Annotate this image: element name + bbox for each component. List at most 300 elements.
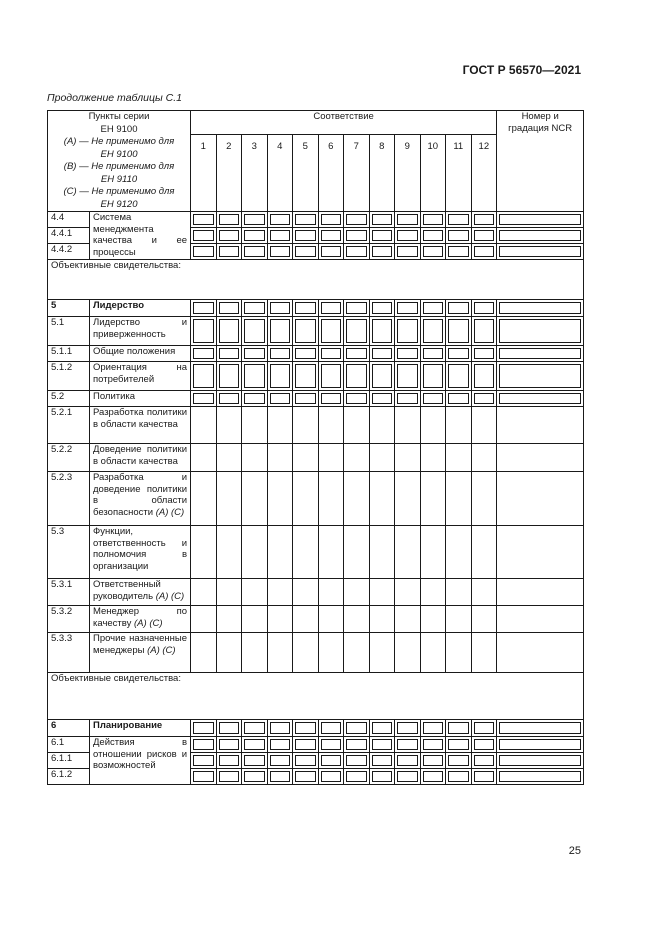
compliance-cell[interactable] bbox=[471, 212, 497, 228]
compliance-cell[interactable] bbox=[293, 244, 319, 260]
compliance-cell[interactable] bbox=[318, 212, 344, 228]
clause-title bbox=[90, 579, 191, 606]
clause-title bbox=[90, 526, 191, 579]
compliance-cell[interactable] bbox=[318, 579, 344, 606]
compliance-cell[interactable] bbox=[293, 346, 319, 362]
ncr-cell[interactable] bbox=[497, 720, 584, 737]
compliance-cell[interactable] bbox=[191, 472, 217, 526]
clause-title-text: Политика bbox=[93, 391, 136, 402]
compliance-cell[interactable] bbox=[267, 720, 293, 737]
compliance-cell[interactable] bbox=[318, 346, 344, 362]
compliance-cell[interactable] bbox=[242, 300, 268, 317]
compliance-cell[interactable] bbox=[395, 391, 421, 407]
clause-title bbox=[90, 472, 191, 526]
ncr-cell[interactable] bbox=[497, 407, 584, 444]
compliance-cell[interactable] bbox=[267, 317, 293, 346]
header-num: 10 bbox=[420, 134, 446, 211]
header-clauses bbox=[48, 111, 191, 212]
compliance-cell[interactable] bbox=[395, 346, 421, 362]
compliance-cell[interactable] bbox=[293, 606, 319, 633]
compliance-cell[interactable] bbox=[369, 753, 395, 769]
compliance-cell[interactable] bbox=[242, 633, 268, 673]
compliance-cell[interactable] bbox=[267, 228, 293, 244]
compliance-cell[interactable] bbox=[216, 317, 242, 346]
compliance-cell[interactable] bbox=[369, 633, 395, 673]
compliance-cell[interactable] bbox=[395, 472, 421, 526]
clause-title-text: Разработка и доведение политики в области безопасности bbox=[93, 472, 188, 518]
compliance-cell[interactable] bbox=[395, 720, 421, 737]
ncr-cell[interactable] bbox=[497, 606, 584, 633]
compliance-cell[interactable] bbox=[446, 633, 472, 673]
clause-title bbox=[90, 346, 191, 362]
compliance-cell[interactable] bbox=[216, 769, 242, 785]
compliance-cell[interactable] bbox=[216, 346, 242, 362]
compliance-cell[interactable] bbox=[267, 407, 293, 444]
compliance-cell[interactable] bbox=[395, 444, 421, 472]
clause-title bbox=[90, 407, 191, 444]
compliance-cell[interactable] bbox=[471, 753, 497, 769]
ncr-cell[interactable] bbox=[497, 633, 584, 673]
compliance-cell[interactable] bbox=[242, 753, 268, 769]
compliance-cell[interactable] bbox=[420, 579, 446, 606]
compliance-cell[interactable] bbox=[344, 317, 370, 346]
clause-title bbox=[90, 444, 191, 472]
compliance-cell[interactable] bbox=[216, 244, 242, 260]
compliance-cell[interactable] bbox=[369, 300, 395, 317]
compliance-cell[interactable] bbox=[191, 633, 217, 673]
compliance-cell[interactable] bbox=[293, 444, 319, 472]
compliance-cell[interactable] bbox=[344, 346, 370, 362]
compliance-cell[interactable] bbox=[420, 228, 446, 244]
compliance-cell[interactable] bbox=[471, 228, 497, 244]
compliance-cell[interactable] bbox=[318, 737, 344, 753]
compliance-cell[interactable] bbox=[446, 212, 472, 228]
compliance-cell[interactable] bbox=[267, 212, 293, 228]
compliance-cell[interactable] bbox=[344, 737, 370, 753]
compliance-cell[interactable] bbox=[344, 769, 370, 785]
compliance-cell[interactable] bbox=[446, 606, 472, 633]
header-num: 12 bbox=[471, 134, 497, 211]
compliance-cell[interactable] bbox=[344, 212, 370, 228]
compliance-cell[interactable] bbox=[446, 346, 472, 362]
compliance-cell[interactable] bbox=[242, 444, 268, 472]
compliance-cell[interactable] bbox=[420, 633, 446, 673]
evidence-row bbox=[48, 673, 584, 720]
compliance-cell[interactable] bbox=[242, 212, 268, 228]
compliance-cell[interactable] bbox=[191, 753, 217, 769]
compliance-cell[interactable] bbox=[191, 769, 217, 785]
compliance-cell[interactable] bbox=[471, 633, 497, 673]
compliance-cell[interactable] bbox=[191, 391, 217, 407]
clause-code: 6.1.1 bbox=[48, 753, 90, 769]
compliance-cell[interactable] bbox=[446, 769, 472, 785]
clause-title-text: Доведение политики в области качества bbox=[93, 444, 188, 467]
clause-title-text: Общие положения bbox=[93, 346, 176, 357]
compliance-cell[interactable] bbox=[344, 228, 370, 244]
compliance-cell[interactable] bbox=[446, 228, 472, 244]
clause-row bbox=[48, 212, 584, 228]
compliance-cell[interactable] bbox=[242, 391, 268, 407]
compliance-cell[interactable] bbox=[267, 346, 293, 362]
clause-row bbox=[48, 346, 584, 362]
compliance-cell[interactable] bbox=[395, 300, 421, 317]
applicability-note: (A) (C) bbox=[155, 590, 185, 602]
clause-title-text: Прочие назначенные менеджеры bbox=[93, 633, 188, 656]
compliance-cell[interactable] bbox=[395, 579, 421, 606]
header-line: ЕН 9120 bbox=[100, 198, 138, 210]
ncr-cell[interactable] bbox=[497, 391, 584, 407]
compliance-cell[interactable] bbox=[191, 362, 217, 391]
compliance-cell[interactable] bbox=[318, 391, 344, 407]
compliance-cell[interactable] bbox=[318, 244, 344, 260]
compliance-cell[interactable] bbox=[191, 212, 217, 228]
ncr-cell[interactable] bbox=[497, 579, 584, 606]
compliance-cell[interactable] bbox=[395, 212, 421, 228]
compliance-cell[interactable] bbox=[216, 407, 242, 444]
compliance-cell[interactable] bbox=[293, 753, 319, 769]
compliance-cell[interactable] bbox=[471, 606, 497, 633]
compliance-cell[interactable] bbox=[395, 526, 421, 579]
ncr-cell[interactable] bbox=[497, 317, 584, 346]
compliance-cell[interactable] bbox=[318, 300, 344, 317]
compliance-cell[interactable] bbox=[471, 317, 497, 346]
compliance-cell[interactable] bbox=[395, 633, 421, 673]
compliance-cell[interactable] bbox=[446, 444, 472, 472]
compliance-cell[interactable] bbox=[216, 212, 242, 228]
compliance-cell[interactable] bbox=[420, 300, 446, 317]
compliance-cell[interactable] bbox=[191, 737, 217, 753]
compliance-cell[interactable] bbox=[344, 244, 370, 260]
compliance-cell[interactable] bbox=[293, 633, 319, 673]
compliance-cell[interactable] bbox=[420, 391, 446, 407]
compliance-cell[interactable] bbox=[267, 444, 293, 472]
compliance-cell[interactable] bbox=[471, 737, 497, 753]
clause-row bbox=[48, 633, 584, 673]
compliance-cell[interactable] bbox=[293, 391, 319, 407]
compliance-cell[interactable] bbox=[420, 606, 446, 633]
compliance-cell[interactable] bbox=[420, 769, 446, 785]
compliance-cell[interactable] bbox=[471, 526, 497, 579]
compliance-cell[interactable] bbox=[216, 753, 242, 769]
compliance-cell[interactable] bbox=[420, 472, 446, 526]
compliance-cell[interactable] bbox=[369, 362, 395, 391]
compliance-cell[interactable] bbox=[420, 737, 446, 753]
compliance-cell[interactable] bbox=[344, 753, 370, 769]
compliance-cell[interactable] bbox=[344, 606, 370, 633]
ncr-cell[interactable] bbox=[497, 769, 584, 785]
compliance-cell[interactable] bbox=[293, 720, 319, 737]
clause-code: 6.1.2 bbox=[48, 769, 90, 785]
compliance-cell[interactable] bbox=[369, 244, 395, 260]
ncr-cell[interactable] bbox=[497, 362, 584, 391]
compliance-cell[interactable] bbox=[267, 300, 293, 317]
compliance-cell[interactable] bbox=[471, 244, 497, 260]
compliance-cell[interactable] bbox=[395, 753, 421, 769]
compliance-cell[interactable] bbox=[267, 244, 293, 260]
compliance-cell[interactable] bbox=[369, 606, 395, 633]
compliance-cell[interactable] bbox=[318, 407, 344, 444]
clause-code: 5.2 bbox=[48, 391, 90, 407]
compliance-cell[interactable] bbox=[446, 317, 472, 346]
compliance-cell[interactable] bbox=[369, 228, 395, 244]
compliance-cell[interactable] bbox=[318, 444, 344, 472]
compliance-cell[interactable] bbox=[344, 362, 370, 391]
compliance-cell[interactable] bbox=[344, 720, 370, 737]
compliance-cell[interactable] bbox=[318, 362, 344, 391]
compliance-cell[interactable] bbox=[191, 606, 217, 633]
compliance-cell[interactable] bbox=[420, 526, 446, 579]
compliance-cell[interactable] bbox=[369, 212, 395, 228]
compliance-cell[interactable] bbox=[293, 407, 319, 444]
compliance-cell[interactable] bbox=[216, 526, 242, 579]
clause-title bbox=[90, 633, 191, 673]
compliance-cell[interactable] bbox=[344, 633, 370, 673]
clause-row bbox=[48, 362, 584, 391]
compliance-cell[interactable] bbox=[369, 391, 395, 407]
compliance-cell[interactable] bbox=[471, 391, 497, 407]
clause-row bbox=[48, 444, 584, 472]
compliance-cell[interactable] bbox=[369, 317, 395, 346]
compliance-cell[interactable] bbox=[395, 362, 421, 391]
compliance-cell[interactable] bbox=[446, 300, 472, 317]
compliance-cell[interactable] bbox=[446, 753, 472, 769]
compliance-cell[interactable] bbox=[293, 526, 319, 579]
clause-code: 6.1 bbox=[48, 737, 90, 753]
header-line: (C) — Не применимо для bbox=[63, 186, 175, 197]
compliance-cell[interactable] bbox=[471, 769, 497, 785]
compliance-cell[interactable] bbox=[293, 228, 319, 244]
compliance-cell[interactable] bbox=[369, 579, 395, 606]
ncr-cell[interactable] bbox=[497, 444, 584, 472]
compliance-cell[interactable] bbox=[293, 212, 319, 228]
compliance-cell[interactable] bbox=[318, 633, 344, 673]
compliance-cell[interactable] bbox=[191, 579, 217, 606]
compliance-cell[interactable] bbox=[242, 737, 268, 753]
compliance-cell[interactable] bbox=[267, 769, 293, 785]
ncr-cell[interactable] bbox=[497, 737, 584, 753]
compliance-cell[interactable] bbox=[395, 769, 421, 785]
compliance-cell[interactable] bbox=[318, 526, 344, 579]
ncr-cell[interactable] bbox=[497, 212, 584, 228]
ncr-cell[interactable] bbox=[497, 244, 584, 260]
header-num: 3 bbox=[242, 134, 268, 211]
compliance-cell[interactable] bbox=[446, 362, 472, 391]
compliance-cell[interactable] bbox=[369, 472, 395, 526]
applicability-note: (A) (C) bbox=[134, 617, 163, 629]
compliance-cell[interactable] bbox=[242, 579, 268, 606]
compliance-cell[interactable] bbox=[318, 720, 344, 737]
compliance-cell[interactable] bbox=[242, 769, 268, 785]
compliance-cell[interactable] bbox=[446, 407, 472, 444]
header-num: 5 bbox=[293, 134, 319, 211]
clause-code: 6 bbox=[48, 720, 90, 737]
compliance-cell[interactable] bbox=[216, 228, 242, 244]
compliance-cell[interactable] bbox=[395, 228, 421, 244]
compliance-cell[interactable] bbox=[267, 526, 293, 579]
compliance-cell[interactable] bbox=[344, 472, 370, 526]
compliance-cell[interactable] bbox=[420, 407, 446, 444]
compliance-cell[interactable] bbox=[267, 633, 293, 673]
compliance-cell[interactable] bbox=[318, 228, 344, 244]
compliance-cell[interactable] bbox=[420, 720, 446, 737]
compliance-cell[interactable] bbox=[446, 526, 472, 579]
compliance-cell[interactable] bbox=[267, 606, 293, 633]
header-num: 9 bbox=[395, 134, 421, 211]
ncr-cell[interactable] bbox=[497, 753, 584, 769]
compliance-cell[interactable] bbox=[216, 737, 242, 753]
compliance-cell[interactable] bbox=[293, 317, 319, 346]
clause-row bbox=[48, 300, 584, 317]
clause-code: 4.4.1 bbox=[48, 228, 90, 244]
compliance-cell[interactable] bbox=[293, 579, 319, 606]
clause-code: 5.1 bbox=[48, 317, 90, 346]
compliance-cell[interactable] bbox=[471, 472, 497, 526]
compliance-cell[interactable] bbox=[191, 407, 217, 444]
compliance-cell[interactable] bbox=[216, 362, 242, 391]
compliance-cell[interactable] bbox=[216, 579, 242, 606]
compliance-cell[interactable] bbox=[191, 526, 217, 579]
applicability-note: (A) (C) bbox=[147, 644, 176, 656]
compliance-cell[interactable] bbox=[293, 362, 319, 391]
compliance-cell[interactable] bbox=[242, 362, 268, 391]
compliance-cell[interactable] bbox=[318, 317, 344, 346]
compliance-cell[interactable] bbox=[471, 579, 497, 606]
compliance-cell[interactable] bbox=[216, 720, 242, 737]
clause-title-text: Действия в отношении рисков и возможностей bbox=[93, 737, 188, 771]
compliance-cell[interactable] bbox=[446, 579, 472, 606]
compliance-cell[interactable] bbox=[369, 407, 395, 444]
compliance-cell[interactable] bbox=[216, 472, 242, 526]
compliance-cell[interactable] bbox=[318, 769, 344, 785]
compliance-cell[interactable] bbox=[446, 391, 472, 407]
clause-title-text: Разработка политики в области качества bbox=[93, 407, 188, 430]
compliance-cell[interactable] bbox=[242, 244, 268, 260]
ncr-cell[interactable] bbox=[497, 228, 584, 244]
compliance-cell[interactable] bbox=[293, 737, 319, 753]
compliance-cell[interactable] bbox=[267, 737, 293, 753]
evidence-label: Объективные свидетельства: bbox=[48, 673, 584, 720]
compliance-cell[interactable] bbox=[344, 526, 370, 579]
evidence-label: Объективные свидетельства: bbox=[48, 260, 584, 300]
compliance-cell[interactable] bbox=[242, 720, 268, 737]
compliance-cell[interactable] bbox=[191, 720, 217, 737]
compliance-cell[interactable] bbox=[395, 737, 421, 753]
compliance-cell[interactable] bbox=[293, 300, 319, 317]
clause-title-text: Лидерство и приверженность bbox=[93, 317, 188, 340]
compliance-cell[interactable] bbox=[420, 362, 446, 391]
compliance-cell[interactable] bbox=[191, 228, 217, 244]
compliance-cell[interactable] bbox=[318, 472, 344, 526]
compliance-cell[interactable] bbox=[242, 407, 268, 444]
compliance-cell[interactable] bbox=[369, 769, 395, 785]
compliance-cell[interactable] bbox=[344, 300, 370, 317]
compliance-cell[interactable] bbox=[344, 444, 370, 472]
compliance-cell[interactable] bbox=[369, 526, 395, 579]
compliance-cell[interactable] bbox=[191, 317, 217, 346]
compliance-cell[interactable] bbox=[344, 407, 370, 444]
compliance-cell[interactable] bbox=[446, 244, 472, 260]
ncr-cell[interactable] bbox=[497, 346, 584, 362]
clause-code: 5.3 bbox=[48, 526, 90, 579]
compliance-cell[interactable] bbox=[395, 244, 421, 260]
compliance-cell[interactable] bbox=[242, 228, 268, 244]
compliance-cell[interactable] bbox=[344, 579, 370, 606]
compliance-cell[interactable] bbox=[471, 362, 497, 391]
compliance-cell[interactable] bbox=[471, 444, 497, 472]
compliance-cell[interactable] bbox=[395, 407, 421, 444]
compliance-cell[interactable] bbox=[293, 472, 319, 526]
compliance-cell[interactable] bbox=[216, 391, 242, 407]
header-ncr: Номер и градация NCR bbox=[497, 111, 584, 212]
compliance-cell[interactable] bbox=[420, 212, 446, 228]
compliance-cell[interactable] bbox=[369, 720, 395, 737]
clause-title bbox=[90, 362, 191, 391]
clause-row bbox=[48, 526, 584, 579]
ncr-cell[interactable] bbox=[497, 526, 584, 579]
compliance-cell[interactable] bbox=[267, 362, 293, 391]
compliance-cell[interactable] bbox=[242, 317, 268, 346]
compliance-cell[interactable] bbox=[242, 526, 268, 579]
compliance-cell[interactable] bbox=[267, 391, 293, 407]
compliance-cell[interactable] bbox=[191, 346, 217, 362]
compliance-cell[interactable] bbox=[446, 737, 472, 753]
compliance-cell[interactable] bbox=[369, 737, 395, 753]
compliance-cell[interactable] bbox=[395, 606, 421, 633]
compliance-cell[interactable] bbox=[191, 300, 217, 317]
compliance-cell[interactable] bbox=[471, 407, 497, 444]
compliance-cell[interactable] bbox=[216, 606, 242, 633]
compliance-cell[interactable] bbox=[318, 753, 344, 769]
compliance-cell[interactable] bbox=[446, 472, 472, 526]
header-num: 6 bbox=[318, 134, 344, 211]
compliance-cell[interactable] bbox=[267, 472, 293, 526]
compliance-cell[interactable] bbox=[216, 633, 242, 673]
compliance-cell[interactable] bbox=[293, 769, 319, 785]
compliance-cell[interactable] bbox=[216, 444, 242, 472]
header-num: 2 bbox=[216, 134, 242, 211]
compliance-cell[interactable] bbox=[471, 720, 497, 737]
compliance-cell[interactable] bbox=[471, 346, 497, 362]
ncr-cell[interactable] bbox=[497, 472, 584, 526]
compliance-cell[interactable] bbox=[420, 317, 446, 346]
compliance-cell[interactable] bbox=[369, 444, 395, 472]
clause-title bbox=[90, 300, 191, 317]
compliance-cell[interactable] bbox=[242, 346, 268, 362]
compliance-cell[interactable] bbox=[318, 606, 344, 633]
compliance-cell[interactable] bbox=[267, 753, 293, 769]
compliance-cell[interactable] bbox=[191, 244, 217, 260]
clause-title-text: Лидерство bbox=[93, 300, 145, 311]
ncr-cell[interactable] bbox=[497, 300, 584, 317]
compliance-cell[interactable] bbox=[420, 444, 446, 472]
clause-title bbox=[90, 737, 191, 785]
compliance-cell[interactable] bbox=[344, 391, 370, 407]
compliance-cell[interactable] bbox=[420, 244, 446, 260]
compliance-cell[interactable] bbox=[471, 300, 497, 317]
compliance-cell[interactable] bbox=[395, 317, 421, 346]
compliance-cell[interactable] bbox=[242, 472, 268, 526]
compliance-cell[interactable] bbox=[216, 300, 242, 317]
clause-row bbox=[48, 579, 584, 606]
compliance-cell[interactable] bbox=[420, 753, 446, 769]
compliance-cell[interactable] bbox=[191, 444, 217, 472]
compliance-cell[interactable] bbox=[420, 346, 446, 362]
compliance-cell[interactable] bbox=[242, 606, 268, 633]
header-row bbox=[48, 111, 584, 135]
compliance-cell[interactable] bbox=[369, 346, 395, 362]
compliance-cell[interactable] bbox=[267, 579, 293, 606]
compliance-cell[interactable] bbox=[446, 720, 472, 737]
